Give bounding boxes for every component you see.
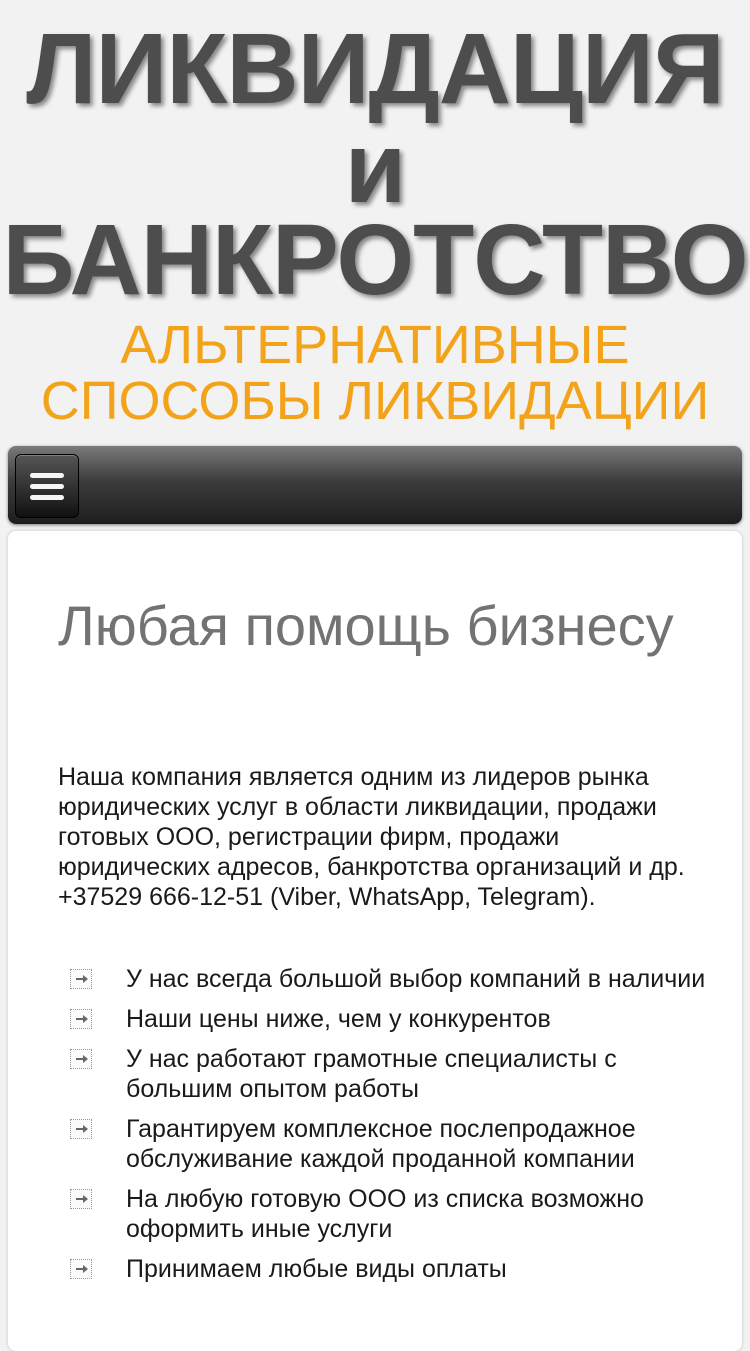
- list-item-text: Гарантируем комплексное послепродажное обслуживание каждой проданной компании: [126, 1115, 636, 1173]
- features-list: [68, 964, 708, 1294]
- hamburger-menu-icon[interactable]: [15, 454, 79, 518]
- arrow-bullet-icon: [70, 969, 92, 989]
- arrow-bullet-icon: [70, 1259, 92, 1279]
- arrow-bullet-icon: [70, 1009, 92, 1029]
- site-header: [0, 0, 750, 440]
- main-content: [8, 531, 742, 1351]
- list-item-text: У нас всегда большой выбор компаний в наличии: [126, 965, 706, 993]
- site-title-line-3: БАНКРОТСТВО: [2, 204, 748, 316]
- menu-bar-top: [30, 473, 64, 478]
- list-item-text: Принимаем любые виды оплаты: [126, 1255, 507, 1283]
- site-subtitle-line-2: СПОСОБЫ ЛИКВИДАЦИИ: [40, 371, 710, 431]
- list-item: [68, 1254, 708, 1284]
- arrow-bullet-icon: [70, 1189, 92, 1209]
- list-item: [68, 1044, 708, 1104]
- list-item-text: На любую готовую ООО из списка возможно оформить иные услуги: [126, 1185, 644, 1243]
- menu-bar-middle: [30, 484, 64, 489]
- menu-bar-bottom: [30, 495, 64, 500]
- site-subtitle-line-1: АЛЬТЕРНАТИВНЫЕ: [120, 315, 630, 375]
- page-heading: Любая помощь бизнесу: [58, 594, 674, 657]
- site-title-line-2: и: [344, 112, 406, 224]
- list-item: [68, 1004, 708, 1034]
- list-item: [68, 964, 708, 994]
- site-title-line-1: ЛИКВИДАЦИЯ: [26, 13, 724, 125]
- list-item: [68, 1184, 708, 1244]
- intro-paragraph: Наша компания является одним из лидеров рынка юридических услуг в области ликвидации, продажи готовых ООО, регистрации фирм, продажи юридических адресов, банкротства организаций и др. +37529 666-12-51 (Viber, WhatsApp, Telegram).: [58, 763, 685, 911]
- list-item-text: Наши цены ниже, чем у конкурентов: [126, 1005, 551, 1033]
- list-item: [68, 1114, 708, 1174]
- arrow-bullet-icon: [70, 1119, 92, 1139]
- arrow-bullet-icon: [70, 1049, 92, 1069]
- list-item-text: У нас работают грамотные специалисты с большим опытом работы: [126, 1045, 617, 1103]
- navigation-bar: [8, 446, 742, 524]
